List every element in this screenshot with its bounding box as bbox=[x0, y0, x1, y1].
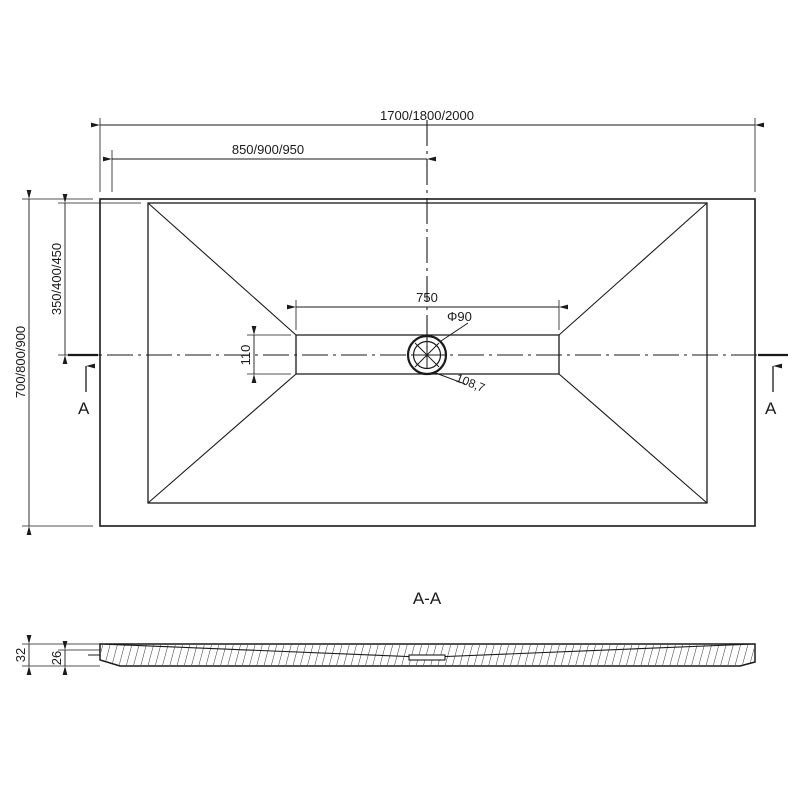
dim-label-channel-length: 750 bbox=[416, 290, 438, 305]
section-letter-left: A bbox=[78, 399, 90, 418]
dim-label-channel-width: 110 bbox=[238, 344, 253, 366]
dim-label-half-width: 850/900/950 bbox=[231, 142, 305, 157]
dim-label-thickness-outer: 32 bbox=[13, 647, 28, 663]
slope-line-tl bbox=[148, 203, 296, 335]
section-marker-left bbox=[68, 355, 98, 418]
section-letter-right: A bbox=[765, 399, 777, 418]
dim-label-overall-width: 1700/1800/2000 bbox=[380, 108, 474, 123]
dim-label-overall-depth: 700/800/900 bbox=[13, 325, 28, 399]
drain-diameter-label: Φ90 bbox=[447, 309, 472, 324]
left-dimension-group bbox=[13, 199, 141, 526]
drain-note-label: 108,7 bbox=[453, 370, 487, 396]
dim-label-thickness-inner: 26 bbox=[49, 650, 64, 666]
section-channel-recess bbox=[409, 655, 445, 660]
slope-line-br bbox=[559, 374, 707, 503]
plan-view bbox=[68, 120, 788, 526]
drain-diameter-leader bbox=[441, 323, 468, 341]
channel-dimension-group bbox=[238, 290, 559, 374]
slope-line-bl bbox=[148, 374, 296, 503]
slope-line-tr bbox=[559, 203, 707, 335]
section-view bbox=[13, 644, 755, 666]
section-marker-right bbox=[758, 355, 788, 418]
section-title: A-A bbox=[412, 589, 442, 608]
dim-label-inner-depth: 350/400/450 bbox=[49, 242, 64, 316]
